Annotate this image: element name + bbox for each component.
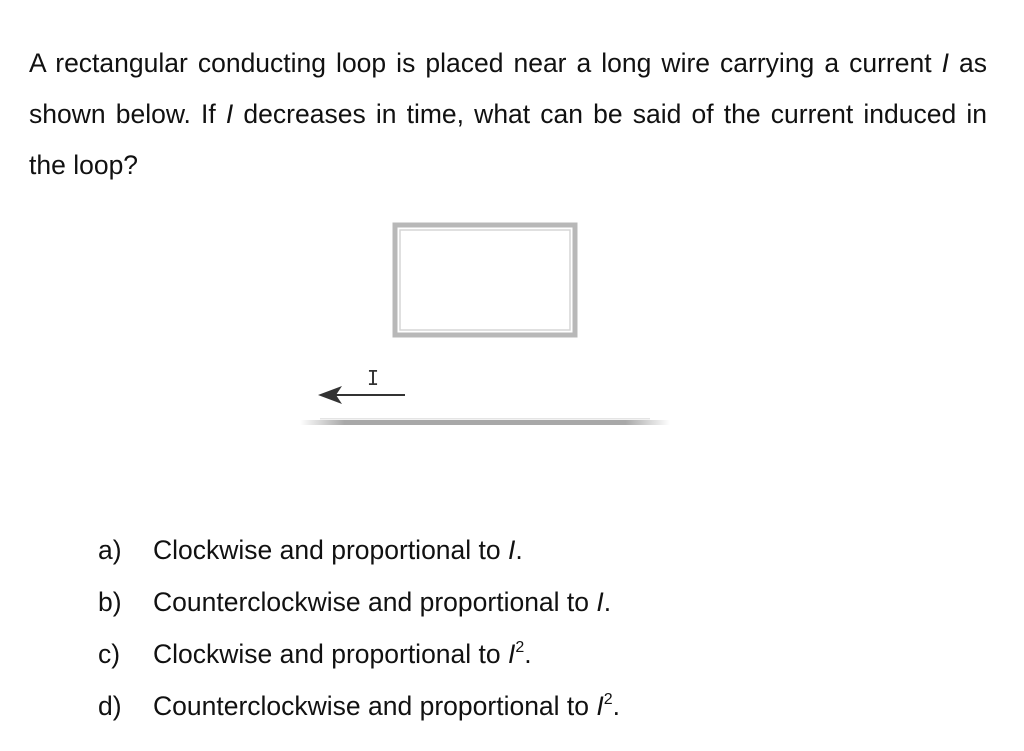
option-c-text: Clockwise and proportional to: [153, 639, 508, 669]
option-c[interactable]: [98, 628, 620, 680]
option-c-var: I: [508, 639, 516, 669]
option-b-end: .: [603, 587, 612, 617]
option-a-text: Clockwise and proportional to: [153, 535, 508, 565]
option-b-text: Counterclockwise and proportional to: [153, 587, 597, 617]
question-part-1: A rectangular conducting loop is placed near a long wire carrying a current: [29, 48, 942, 78]
option-a-letter: a): [98, 535, 122, 565]
current-label: I: [366, 366, 380, 390]
option-a-end: .: [515, 535, 523, 565]
loop-wire-diagram: [280, 205, 690, 450]
option-c-exponent: 2: [515, 639, 525, 656]
question-current-var-2: I: [225, 99, 234, 129]
option-b[interactable]: [98, 576, 620, 628]
answer-options: [98, 524, 620, 732]
question-part-2: as shown below. If: [29, 48, 987, 129]
option-d-end: .: [612, 691, 621, 721]
option-d-exponent: 2: [603, 691, 613, 708]
option-c-end: .: [524, 639, 532, 669]
option-b-letter: b): [98, 587, 122, 617]
option-d-var: I: [596, 691, 604, 721]
long-wire-highlight: [320, 418, 650, 420]
question-current-var-1: I: [941, 48, 949, 78]
option-d[interactable]: [98, 680, 620, 732]
diagram-svg: [280, 205, 690, 450]
option-b-var: I: [596, 587, 604, 617]
question-text: [29, 38, 987, 191]
conducting-loop: [395, 225, 575, 335]
question-part-3: decreases in time, what can be said of the current induced in the loop?: [29, 99, 987, 180]
option-d-letter: d): [98, 691, 122, 721]
option-a[interactable]: [98, 524, 620, 576]
option-a-var: I: [508, 535, 516, 565]
option-c-letter: c): [98, 639, 121, 669]
long-wire: [300, 420, 670, 425]
option-d-text: Counterclockwise and proportional to: [153, 691, 597, 721]
